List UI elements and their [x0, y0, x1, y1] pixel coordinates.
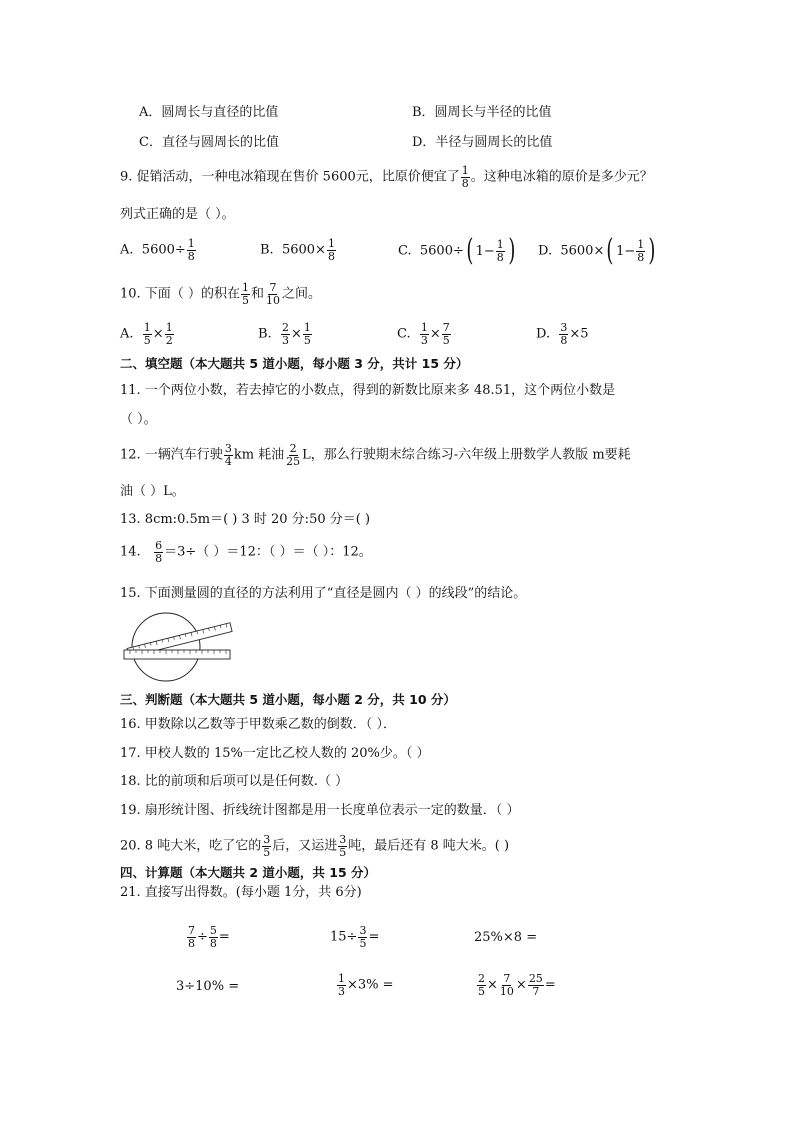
- q8-option-a: A．圆周长与直径的比值: [139, 105, 279, 120]
- q12-line1: 12. 一辆汽车行驶 $\frac{3}{4}$ km 耗油 $\frac{2}{25}$ L，那么行驶期末综合练习-六年级上册数学人教版 m要耗: [120, 442, 631, 468]
- section-heading-calc: 四、计算题（本大题共 2 道小题，共 15 分）: [120, 865, 377, 880]
- q21-title: 21. 直接写出得数。(每小题 1分，共 6分): [120, 885, 362, 900]
- q10-stem: 10. 下面（ ）的积在 $\frac{1}{5}$ 和 $\frac{7}{10}$ 之间。: [120, 281, 321, 307]
- q20: 20. 8 吨大米，吃了它的 $\frac{3}{5}$ 后，又运进 $\frac{3}{5}$ 吨，最后还有 8 吨大米。( ): [120, 833, 510, 859]
- q10-option-c: C. $\frac{1}{3}$ × $\frac{7}{5}$: [397, 321, 450, 347]
- q19: 19. 扇形统计图、折线统计图都是用一长度单位表示一定的数量．（ ）: [120, 803, 520, 818]
- q10-option-b: B. $\frac{2}{3}$ × $\frac{1}{5}$: [258, 321, 311, 347]
- fraction: $\frac{1}{8}$: [461, 164, 469, 190]
- q8-option-b: B．圆周长与半径的比值: [412, 105, 552, 120]
- section-heading-judge: 三、判断题（本大题共 5 道小题，每小题 2 分，共 10 分）: [120, 692, 456, 707]
- section-heading-fill: 二、填空题（本大题共 5 道小题，每小题 3 分，共计 15 分）: [120, 356, 469, 371]
- circle-ruler-figure: [118, 606, 238, 686]
- q10-option-a: A. $\frac{1}{5}$ × $\frac{1}{2}$: [120, 321, 173, 347]
- q8-option-d: D．半径与圆周长的比值: [412, 135, 553, 150]
- q11-line2: （ ）。: [120, 412, 157, 427]
- q8-option-c: C．直径与圆周长的比值: [139, 135, 279, 150]
- q14: 14. $\frac{6}{8}$ ＝3÷（ ）＝12：（ ）＝（ ）：12。: [120, 539, 372, 565]
- q15: 15. 下面测量圆的直径的方法利用了“直径是圆内（ ）的线段”的结论。: [120, 586, 527, 601]
- q9-line2: 列式正确的是（ ）。: [120, 207, 235, 222]
- q9-stem: 9. 促销活动，一种电冰箱现在售价 5600元，比原价便宜了 $\frac{1}{8}$ 。这种电冰箱的原价是多少元？: [120, 164, 653, 190]
- q21-expr-1: $\frac{7}{8}$ ÷ $\frac{5}{8}$ =: [188, 924, 230, 950]
- q21-expr-5: $\frac{1}{3}$ ×3% =: [338, 972, 394, 998]
- q9-option-b: B. 5600× $\frac{1}{8}$: [260, 237, 335, 263]
- q21-expr-2: 15÷ $\frac{3}{5}$ =: [330, 924, 380, 950]
- q11-line1: 11. 一个两位小数，若去掉它的小数点，得到的新数比原来多 48.51，这个两位小数是: [120, 383, 616, 398]
- q10-option-d: D. $\frac{3}{8}$ ×5: [536, 321, 589, 347]
- q9-option-a: A. 5600÷ $\frac{1}{8}$: [120, 237, 195, 263]
- q9-option-d: D. 5600× ( 1− $\frac{1}{8}$ ): [538, 233, 656, 268]
- q18: 18. 比的前项和后项可以是任何数.（ ）: [120, 774, 349, 789]
- q21-expr-3: 25%×8 =: [474, 930, 538, 945]
- q12-line2: 油（ ）L。: [120, 484, 185, 499]
- q21-expr-4: 3÷10% =: [176, 979, 240, 994]
- q16: 16. 甲数除以乙数等于甲数乘乙数的倒数．（ ）．: [120, 717, 396, 732]
- q13: 13. 8cm:0.5m＝( ) 3 时 20 分:50 分＝( ): [120, 512, 371, 527]
- q21-expr-6: $\frac{2}{5}$ × $\frac{7}{10}$ × $\frac{25}{7}$ =: [478, 972, 556, 998]
- q9-option-c: C. 5600÷ ( 1− $\frac{1}{8}$ ): [398, 233, 516, 268]
- q17: 17. 甲校人数的 15%一定比乙校人数的 20%少。（ ）: [120, 746, 430, 761]
